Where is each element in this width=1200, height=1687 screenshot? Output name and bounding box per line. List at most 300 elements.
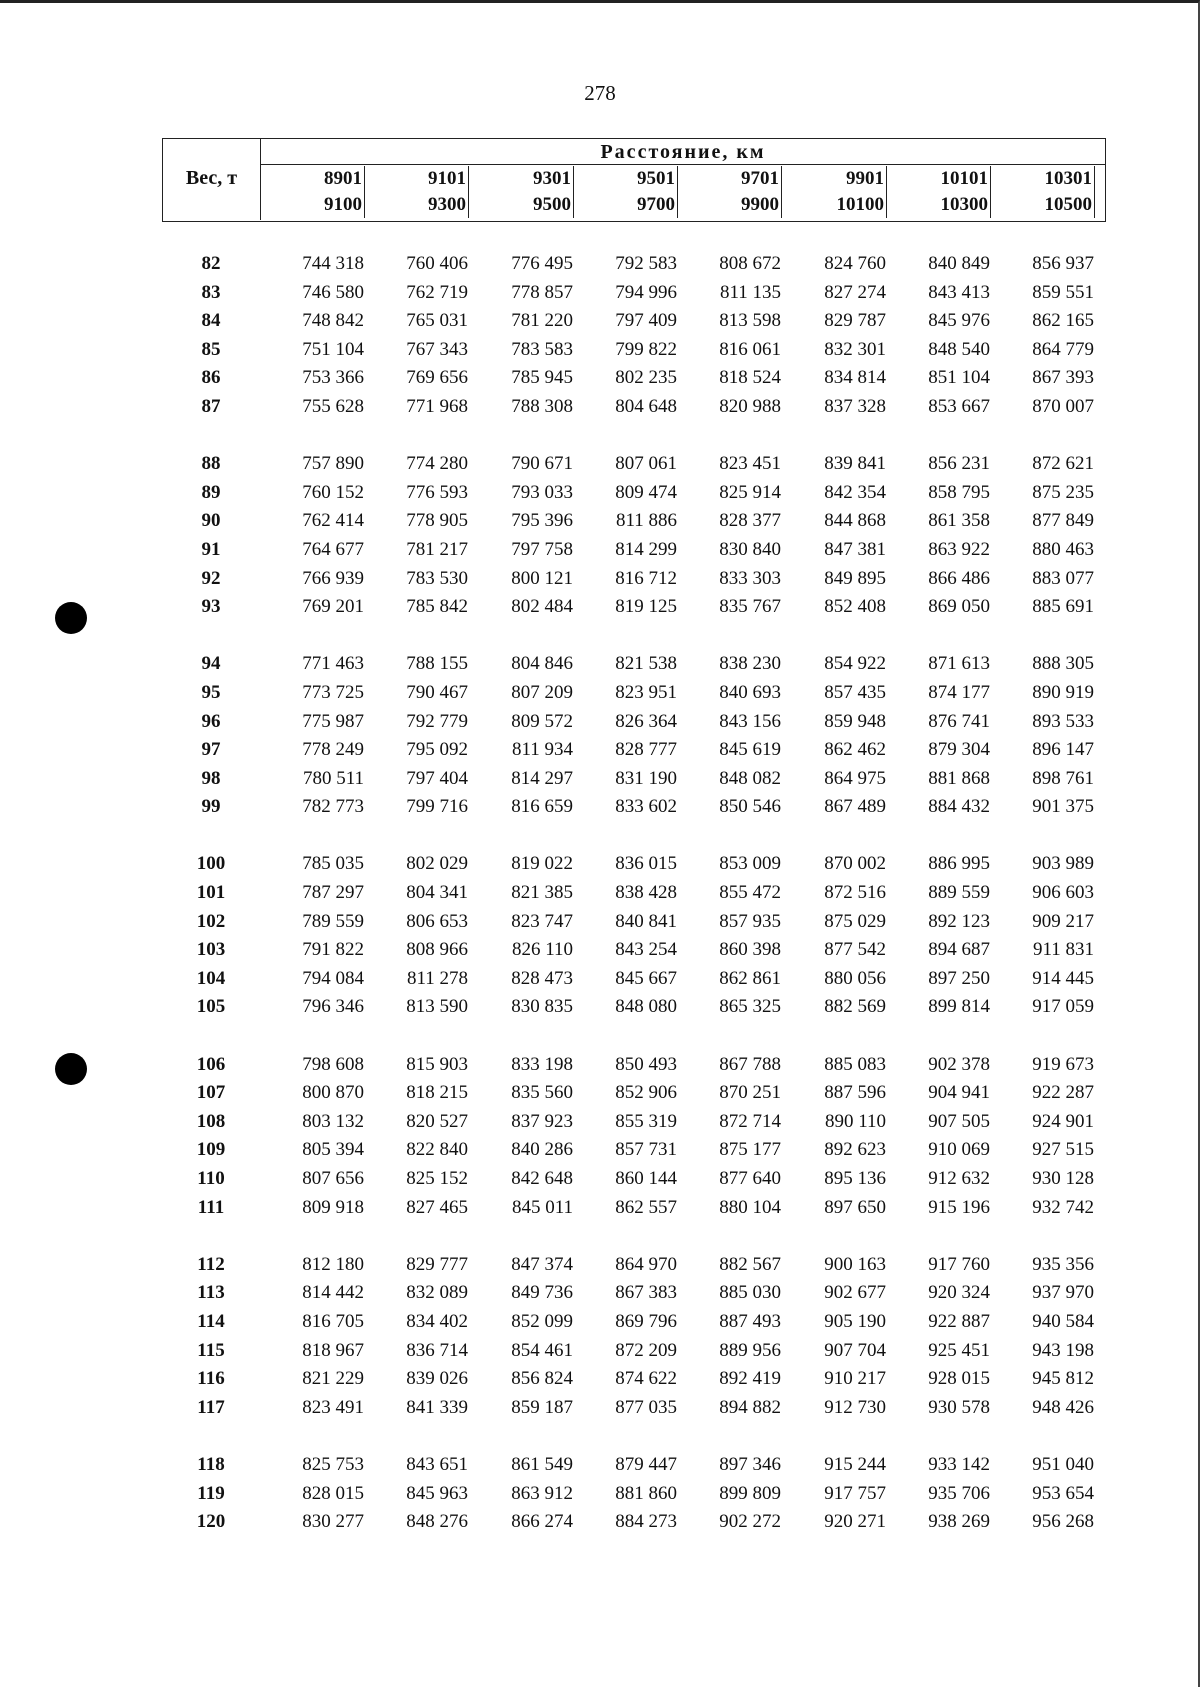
weight-cell: 112 bbox=[197, 1253, 225, 1275]
group-spacer bbox=[162, 825, 1106, 854]
tariff-value-cell: 765 031 bbox=[406, 310, 468, 332]
tariff-value-cell: 864 970 bbox=[615, 1253, 677, 1275]
tariff-value-cell: 826 110 bbox=[511, 939, 573, 961]
tariff-value-cell: 755 628 bbox=[302, 395, 364, 417]
table-row bbox=[162, 396, 1106, 425]
tariff-value-cell: 912 632 bbox=[928, 1168, 990, 1189]
tariff-value-cell: 852 906 bbox=[615, 1082, 677, 1104]
tariff-value-cell: 831 190 bbox=[615, 767, 677, 789]
tariff-value-cell: 760 152 bbox=[302, 481, 364, 503]
tariff-value-cell: 802 484 bbox=[511, 596, 573, 618]
tariff-value-cell: 799 716 bbox=[406, 796, 468, 818]
tariff-value-cell: 857 731 bbox=[615, 1139, 677, 1161]
tariff-value-cell: 856 231 bbox=[928, 453, 990, 475]
table-row bbox=[162, 853, 1106, 882]
weight-cell: 85 bbox=[201, 338, 221, 360]
tariff-value-cell: 840 693 bbox=[719, 681, 781, 703]
tariff-value-cell: 843 254 bbox=[615, 939, 677, 961]
distance-range-header bbox=[678, 166, 782, 220]
weight-cell: 110 bbox=[197, 1168, 225, 1189]
tariff-value-cell: 894 687 bbox=[928, 939, 990, 961]
tariff-value-cell: 892 623 bbox=[824, 1139, 886, 1161]
range-to: 10100 bbox=[783, 192, 887, 218]
tariff-value-cell: 838 230 bbox=[719, 653, 781, 675]
weight-cell: 99 bbox=[201, 796, 221, 818]
tariff-value-cell: 869 050 bbox=[928, 596, 990, 618]
tariff-value-cell: 930 578 bbox=[928, 1396, 990, 1418]
tariff-value-cell: 839 026 bbox=[406, 1368, 468, 1390]
tariff-value-cell: 870 251 bbox=[719, 1082, 781, 1104]
tariff-value-cell: 877 640 bbox=[719, 1168, 781, 1189]
tariff-value-cell: 833 303 bbox=[719, 567, 781, 589]
tariff-value-cell: 833 602 bbox=[615, 796, 677, 818]
tariff-value-cell: 785 842 bbox=[406, 596, 468, 618]
tariff-value-cell: 922 887 bbox=[928, 1310, 990, 1332]
tariff-value-cell: 867 489 bbox=[824, 796, 886, 818]
tariff-value-cell: 925 451 bbox=[928, 1339, 990, 1361]
tariff-value-cell: 845 963 bbox=[406, 1482, 468, 1504]
tariff-value-cell: 885 691 bbox=[1032, 596, 1094, 618]
tariff-value-cell: 872 516 bbox=[824, 882, 886, 904]
tariff-value-cell: 910 069 bbox=[928, 1139, 990, 1161]
tariff-value-cell: 847 374 bbox=[511, 1253, 573, 1275]
weight-cell: 86 bbox=[201, 367, 221, 389]
tariff-value-cell: 900 163 bbox=[824, 1253, 886, 1275]
table-row bbox=[162, 1282, 1106, 1311]
weight-cell: 89 bbox=[201, 481, 221, 503]
tariff-value-cell: 808 966 bbox=[406, 939, 468, 961]
tariff-value-cell: 867 383 bbox=[615, 1282, 677, 1304]
tariff-value-cell: 828 015 bbox=[302, 1482, 364, 1504]
tariff-value-cell: 829 787 bbox=[824, 310, 886, 332]
weight-cell: 83 bbox=[201, 281, 221, 303]
table-row bbox=[162, 711, 1106, 740]
tariff-value-cell: 837 328 bbox=[824, 395, 886, 417]
tariff-value-cell: 816 659 bbox=[511, 796, 573, 818]
tariff-value-cell: 948 426 bbox=[1032, 1396, 1094, 1418]
tariff-value-cell: 762 414 bbox=[302, 510, 364, 532]
tariff-value-cell: 806 653 bbox=[406, 910, 468, 932]
table-row bbox=[162, 1254, 1106, 1283]
tariff-value-cell: 840 849 bbox=[928, 253, 990, 274]
weight-cell: 100 bbox=[196, 853, 226, 875]
tariff-value-cell: 907 704 bbox=[824, 1339, 886, 1361]
tariff-value-cell: 843 651 bbox=[406, 1453, 468, 1475]
tariff-value-cell: 853 009 bbox=[719, 853, 781, 875]
tariff-value-cell: 829 777 bbox=[406, 1253, 468, 1275]
table-row bbox=[162, 310, 1106, 339]
tariff-value-cell: 928 015 bbox=[928, 1368, 990, 1390]
tariff-table-body bbox=[162, 253, 1106, 1540]
table-row bbox=[162, 1368, 1106, 1397]
tariff-value-cell: 862 165 bbox=[1032, 310, 1094, 332]
tariff-value-cell: 940 584 bbox=[1032, 1310, 1094, 1332]
weight-cell: 108 bbox=[196, 1110, 226, 1132]
tariff-value-cell: 862 557 bbox=[615, 1196, 677, 1218]
tariff-value-cell: 815 903 bbox=[406, 1053, 468, 1075]
tariff-value-cell: 890 919 bbox=[1032, 681, 1094, 703]
tariff-value-cell: 774 280 bbox=[406, 453, 468, 475]
tariff-value-cell: 917 059 bbox=[1032, 996, 1094, 1018]
tariff-value-cell: 871 613 bbox=[928, 653, 990, 675]
tariff-value-cell: 897 650 bbox=[824, 1196, 886, 1218]
tariff-value-cell: 787 297 bbox=[302, 882, 364, 904]
tariff-value-cell: 813 590 bbox=[406, 996, 468, 1018]
tariff-value-cell: 797 404 bbox=[406, 767, 468, 789]
tariff-value-cell: 823 951 bbox=[615, 681, 677, 703]
tariff-value-cell: 849 895 bbox=[824, 567, 886, 589]
tariff-value-cell: 893 533 bbox=[1032, 710, 1094, 732]
tariff-value-cell: 935 706 bbox=[928, 1482, 990, 1504]
tariff-value-cell: 792 779 bbox=[406, 710, 468, 732]
table-row bbox=[162, 1340, 1106, 1369]
tariff-value-cell: 778 857 bbox=[511, 281, 573, 303]
tariff-value-cell: 775 987 bbox=[302, 710, 364, 732]
tariff-value-cell: 826 364 bbox=[615, 710, 677, 732]
tariff-value-cell: 845 619 bbox=[719, 739, 781, 761]
tariff-value-cell: 781 217 bbox=[406, 538, 468, 560]
tariff-value-cell: 769 201 bbox=[302, 596, 364, 618]
tariff-value-cell: 781 220 bbox=[511, 310, 573, 332]
table-row bbox=[162, 1054, 1106, 1083]
weight-cell: 97 bbox=[201, 739, 221, 761]
tariff-value-cell: 773 725 bbox=[302, 681, 364, 703]
table-row bbox=[162, 1483, 1106, 1512]
tariff-value-cell: 953 654 bbox=[1032, 1482, 1094, 1504]
tariff-value-cell: 814 442 bbox=[302, 1282, 364, 1304]
tariff-value-cell: 935 356 bbox=[1032, 1253, 1094, 1275]
weight-cell: 103 bbox=[196, 939, 226, 961]
tariff-value-cell: 811 934 bbox=[511, 739, 573, 761]
tariff-value-cell: 790 671 bbox=[511, 453, 573, 475]
tariff-value-cell: 837 923 bbox=[511, 1110, 573, 1132]
range-from: 9101 bbox=[365, 166, 469, 192]
tariff-value-cell: 814 299 bbox=[615, 538, 677, 560]
tariff-value-cell: 903 989 bbox=[1032, 853, 1094, 875]
tariff-value-cell: 812 180 bbox=[302, 1253, 364, 1275]
range-to: 9900 bbox=[678, 192, 782, 218]
tariff-value-cell: 830 835 bbox=[511, 996, 573, 1018]
tariff-value-cell: 933 142 bbox=[928, 1453, 990, 1475]
tariff-value-cell: 832 301 bbox=[824, 338, 886, 360]
tariff-value-cell: 862 462 bbox=[824, 739, 886, 761]
tariff-value-cell: 910 217 bbox=[824, 1368, 886, 1390]
table-row bbox=[162, 1082, 1106, 1111]
tariff-value-cell: 828 777 bbox=[615, 739, 677, 761]
table-row bbox=[162, 339, 1106, 368]
tariff-value-cell: 818 967 bbox=[302, 1339, 364, 1361]
range-from: 9301 bbox=[470, 166, 574, 192]
table-row bbox=[162, 653, 1106, 682]
tariff-value-cell: 852 408 bbox=[824, 596, 886, 618]
tariff-value-cell: 825 152 bbox=[406, 1168, 468, 1189]
tariff-value-cell: 887 596 bbox=[824, 1082, 886, 1104]
tariff-value-cell: 897 250 bbox=[928, 967, 990, 989]
tariff-value-cell: 885 083 bbox=[824, 1053, 886, 1075]
tariff-value-cell: 820 527 bbox=[406, 1110, 468, 1132]
weight-cell: 93 bbox=[201, 596, 221, 618]
tariff-value-cell: 902 677 bbox=[824, 1282, 886, 1304]
tariff-value-cell: 894 882 bbox=[719, 1396, 781, 1418]
weight-cell: 117 bbox=[197, 1396, 225, 1418]
range-from: 8901 bbox=[261, 166, 365, 192]
distance-range-header bbox=[574, 166, 678, 220]
tariff-value-cell: 838 428 bbox=[615, 882, 677, 904]
tariff-value-cell: 866 486 bbox=[928, 567, 990, 589]
tariff-value-cell: 881 868 bbox=[928, 767, 990, 789]
tariff-value-cell: 859 187 bbox=[511, 1396, 573, 1418]
tariff-value-cell: 824 760 bbox=[824, 253, 886, 274]
tariff-value-cell: 851 104 bbox=[928, 367, 990, 389]
table-row bbox=[162, 367, 1106, 396]
tariff-value-cell: 785 035 bbox=[302, 853, 364, 875]
table-row bbox=[162, 282, 1106, 311]
tariff-value-cell: 751 104 bbox=[302, 338, 364, 360]
tariff-value-cell: 780 511 bbox=[302, 767, 364, 789]
weight-cell: 91 bbox=[201, 538, 221, 560]
tariff-value-cell: 875 235 bbox=[1032, 481, 1094, 503]
tariff-value-cell: 748 842 bbox=[302, 310, 364, 332]
tariff-value-cell: 877 849 bbox=[1032, 510, 1094, 532]
tariff-value-cell: 882 569 bbox=[824, 996, 886, 1018]
tariff-value-cell: 870 002 bbox=[824, 853, 886, 875]
tariff-value-cell: 798 608 bbox=[302, 1053, 364, 1075]
tariff-value-cell: 811 135 bbox=[719, 281, 781, 303]
tariff-value-cell: 823 451 bbox=[719, 453, 781, 475]
tariff-value-cell: 839 841 bbox=[824, 453, 886, 475]
table-row bbox=[162, 739, 1106, 768]
tariff-value-cell: 909 217 bbox=[1032, 910, 1094, 932]
weight-cell: 111 bbox=[197, 1196, 225, 1218]
range-from: 9701 bbox=[678, 166, 782, 192]
tariff-value-cell: 917 757 bbox=[824, 1482, 886, 1504]
weight-cell: 118 bbox=[197, 1453, 225, 1475]
tariff-value-cell: 901 375 bbox=[1032, 796, 1094, 818]
tariff-value-cell: 937 970 bbox=[1032, 1282, 1094, 1304]
tariff-value-cell: 888 305 bbox=[1032, 653, 1094, 675]
tariff-value-cell: 827 465 bbox=[406, 1196, 468, 1218]
tariff-value-cell: 834 402 bbox=[406, 1310, 468, 1332]
weight-cell: 113 bbox=[197, 1282, 225, 1304]
tariff-value-cell: 890 110 bbox=[824, 1110, 886, 1132]
tariff-value-cell: 828 473 bbox=[511, 967, 573, 989]
tariff-value-cell: 844 868 bbox=[824, 510, 886, 532]
tariff-value-cell: 836 714 bbox=[406, 1339, 468, 1361]
tariff-value-cell: 867 393 bbox=[1032, 367, 1094, 389]
tariff-value-cell: 764 677 bbox=[302, 538, 364, 560]
tariff-value-cell: 792 583 bbox=[615, 253, 677, 274]
tariff-value-cell: 877 542 bbox=[824, 939, 886, 961]
table-row bbox=[162, 510, 1106, 539]
tariff-value-cell: 782 773 bbox=[302, 796, 364, 818]
table-header bbox=[162, 138, 1106, 222]
tariff-value-cell: 789 559 bbox=[302, 910, 364, 932]
tariff-value-cell: 861 358 bbox=[928, 510, 990, 532]
tariff-value-cell: 864 975 bbox=[824, 767, 886, 789]
tariff-value-cell: 797 758 bbox=[511, 538, 573, 560]
tariff-value-cell: 852 099 bbox=[511, 1310, 573, 1332]
tariff-value-cell: 848 080 bbox=[615, 996, 677, 1018]
table-row bbox=[162, 768, 1106, 797]
weight-cell: 87 bbox=[201, 395, 221, 417]
tariff-value-cell: 862 861 bbox=[719, 967, 781, 989]
tariff-value-cell: 866 274 bbox=[511, 1511, 573, 1533]
tariff-value-cell: 811 278 bbox=[406, 967, 468, 989]
tariff-value-cell: 832 089 bbox=[406, 1282, 468, 1304]
table-row bbox=[162, 596, 1106, 625]
tariff-value-cell: 776 593 bbox=[406, 481, 468, 503]
distance-header: Расстояние, км bbox=[261, 139, 1105, 165]
range-to: 10500 bbox=[991, 192, 1095, 218]
table-row bbox=[162, 796, 1106, 825]
range-from: 10101 bbox=[887, 166, 991, 192]
range-from: 9901 bbox=[783, 166, 887, 192]
distance-range-header bbox=[470, 166, 574, 220]
tariff-value-cell: 819 125 bbox=[615, 596, 677, 618]
tariff-value-cell: 872 621 bbox=[1032, 453, 1094, 475]
table-row bbox=[162, 1111, 1106, 1140]
distance-range-header bbox=[991, 166, 1095, 220]
weight-cell: 102 bbox=[196, 910, 226, 932]
group-spacer bbox=[162, 1425, 1106, 1454]
tariff-value-cell: 808 672 bbox=[719, 253, 781, 274]
tariff-value-cell: 898 761 bbox=[1032, 767, 1094, 789]
tariff-value-cell: 795 092 bbox=[406, 739, 468, 761]
tariff-value-cell: 854 461 bbox=[511, 1339, 573, 1361]
tariff-value-cell: 884 273 bbox=[615, 1511, 677, 1533]
tariff-value-cell: 876 741 bbox=[928, 710, 990, 732]
tariff-value-cell: 927 515 bbox=[1032, 1139, 1094, 1161]
tariff-value-cell: 847 381 bbox=[824, 538, 886, 560]
tariff-value-cell: 811 886 bbox=[615, 510, 677, 532]
tariff-value-cell: 850 493 bbox=[615, 1053, 677, 1075]
weight-cell: 105 bbox=[196, 996, 226, 1018]
weight-cell: 119 bbox=[197, 1482, 225, 1504]
tariff-value-cell: 879 447 bbox=[615, 1453, 677, 1475]
range-to: 9100 bbox=[261, 192, 365, 218]
tariff-value-cell: 914 445 bbox=[1032, 967, 1094, 989]
tariff-value-cell: 840 286 bbox=[511, 1139, 573, 1161]
tariff-value-cell: 849 736 bbox=[511, 1282, 573, 1304]
tariff-value-cell: 818 215 bbox=[406, 1082, 468, 1104]
tariff-value-cell: 762 719 bbox=[406, 281, 468, 303]
tariff-value-cell: 917 760 bbox=[928, 1253, 990, 1275]
tariff-value-cell: 854 922 bbox=[824, 653, 886, 675]
table-row bbox=[162, 1139, 1106, 1168]
tariff-value-cell: 822 840 bbox=[406, 1139, 468, 1161]
tariff-value-cell: 834 814 bbox=[824, 367, 886, 389]
tariff-value-cell: 841 339 bbox=[406, 1396, 468, 1418]
tariff-value-cell: 794 996 bbox=[615, 281, 677, 303]
weight-cell: 106 bbox=[196, 1053, 226, 1075]
tariff-value-cell: 885 030 bbox=[719, 1282, 781, 1304]
table-row bbox=[162, 482, 1106, 511]
tariff-value-cell: 870 007 bbox=[1032, 395, 1094, 417]
tariff-value-cell: 767 343 bbox=[406, 338, 468, 360]
tariff-value-cell: 902 272 bbox=[719, 1511, 781, 1533]
tariff-value-cell: 915 244 bbox=[824, 1453, 886, 1475]
distance-range-header bbox=[783, 166, 887, 220]
tariff-value-cell: 850 546 bbox=[719, 796, 781, 818]
tariff-value-cell: 825 753 bbox=[302, 1453, 364, 1475]
tariff-value-cell: 818 524 bbox=[719, 367, 781, 389]
tariff-value-cell: 899 809 bbox=[719, 1482, 781, 1504]
table-row bbox=[162, 1397, 1106, 1426]
tariff-value-cell: 872 714 bbox=[719, 1110, 781, 1132]
tariff-value-cell: 744 318 bbox=[302, 253, 364, 274]
tariff-value-cell: 943 198 bbox=[1032, 1339, 1094, 1361]
tariff-value-cell: 848 082 bbox=[719, 767, 781, 789]
weight-cell: 90 bbox=[201, 510, 221, 532]
tariff-value-cell: 769 656 bbox=[406, 367, 468, 389]
tariff-value-cell: 833 198 bbox=[511, 1053, 573, 1075]
table-row bbox=[162, 996, 1106, 1025]
tariff-value-cell: 892 123 bbox=[928, 910, 990, 932]
tariff-value-cell: 906 603 bbox=[1032, 882, 1094, 904]
tariff-value-cell: 825 914 bbox=[719, 481, 781, 503]
table-row bbox=[162, 568, 1106, 597]
table-row bbox=[162, 539, 1106, 568]
tariff-value-cell: 863 922 bbox=[928, 538, 990, 560]
punch-hole bbox=[55, 1053, 87, 1085]
tariff-value-cell: 794 084 bbox=[302, 967, 364, 989]
tariff-value-cell: 753 366 bbox=[302, 367, 364, 389]
tariff-value-cell: 880 463 bbox=[1032, 538, 1094, 560]
tariff-value-cell: 899 814 bbox=[928, 996, 990, 1018]
tariff-value-cell: 778 905 bbox=[406, 510, 468, 532]
tariff-value-cell: 864 779 bbox=[1032, 338, 1094, 360]
tariff-value-cell: 796 346 bbox=[302, 996, 364, 1018]
tariff-value-cell: 823 491 bbox=[302, 1396, 364, 1418]
tariff-value-cell: 793 033 bbox=[511, 481, 573, 503]
tariff-value-cell: 799 822 bbox=[615, 338, 677, 360]
tariff-value-cell: 807 656 bbox=[302, 1168, 364, 1189]
weight-cell: 116 bbox=[197, 1368, 225, 1390]
tariff-value-cell: 872 209 bbox=[615, 1339, 677, 1361]
tariff-value-cell: 791 822 bbox=[302, 939, 364, 961]
tariff-value-cell: 882 567 bbox=[719, 1253, 781, 1275]
table-row bbox=[162, 682, 1106, 711]
tariff-value-cell: 857 435 bbox=[824, 681, 886, 703]
tariff-value-cell: 845 667 bbox=[615, 967, 677, 989]
tariff-value-cell: 932 742 bbox=[1032, 1196, 1094, 1218]
tariff-value-cell: 919 673 bbox=[1032, 1053, 1094, 1075]
tariff-value-cell: 807 209 bbox=[511, 681, 573, 703]
tariff-value-cell: 860 398 bbox=[719, 939, 781, 961]
tariff-value-cell: 892 419 bbox=[719, 1368, 781, 1390]
tariff-value-cell: 819 022 bbox=[511, 853, 573, 875]
tariff-value-cell: 883 077 bbox=[1032, 567, 1094, 589]
tariff-value-cell: 895 136 bbox=[824, 1168, 886, 1189]
tariff-value-cell: 874 622 bbox=[615, 1368, 677, 1390]
range-to: 9500 bbox=[470, 192, 574, 218]
tariff-value-cell: 867 788 bbox=[719, 1053, 781, 1075]
tariff-value-cell: 905 190 bbox=[824, 1310, 886, 1332]
tariff-value-cell: 821 385 bbox=[511, 882, 573, 904]
tariff-value-cell: 848 276 bbox=[406, 1511, 468, 1533]
table-row bbox=[162, 453, 1106, 482]
tariff-value-cell: 830 840 bbox=[719, 538, 781, 560]
tariff-value-cell: 855 319 bbox=[615, 1110, 677, 1132]
tariff-value-cell: 857 935 bbox=[719, 910, 781, 932]
tariff-value-cell: 912 730 bbox=[824, 1396, 886, 1418]
tariff-value-cell: 879 304 bbox=[928, 739, 990, 761]
tariff-value-cell: 821 538 bbox=[615, 653, 677, 675]
tariff-value-cell: 800 870 bbox=[302, 1082, 364, 1104]
tariff-value-cell: 816 712 bbox=[615, 567, 677, 589]
tariff-value-cell: 828 377 bbox=[719, 510, 781, 532]
weight-column-header: Вес, т bbox=[163, 139, 261, 220]
